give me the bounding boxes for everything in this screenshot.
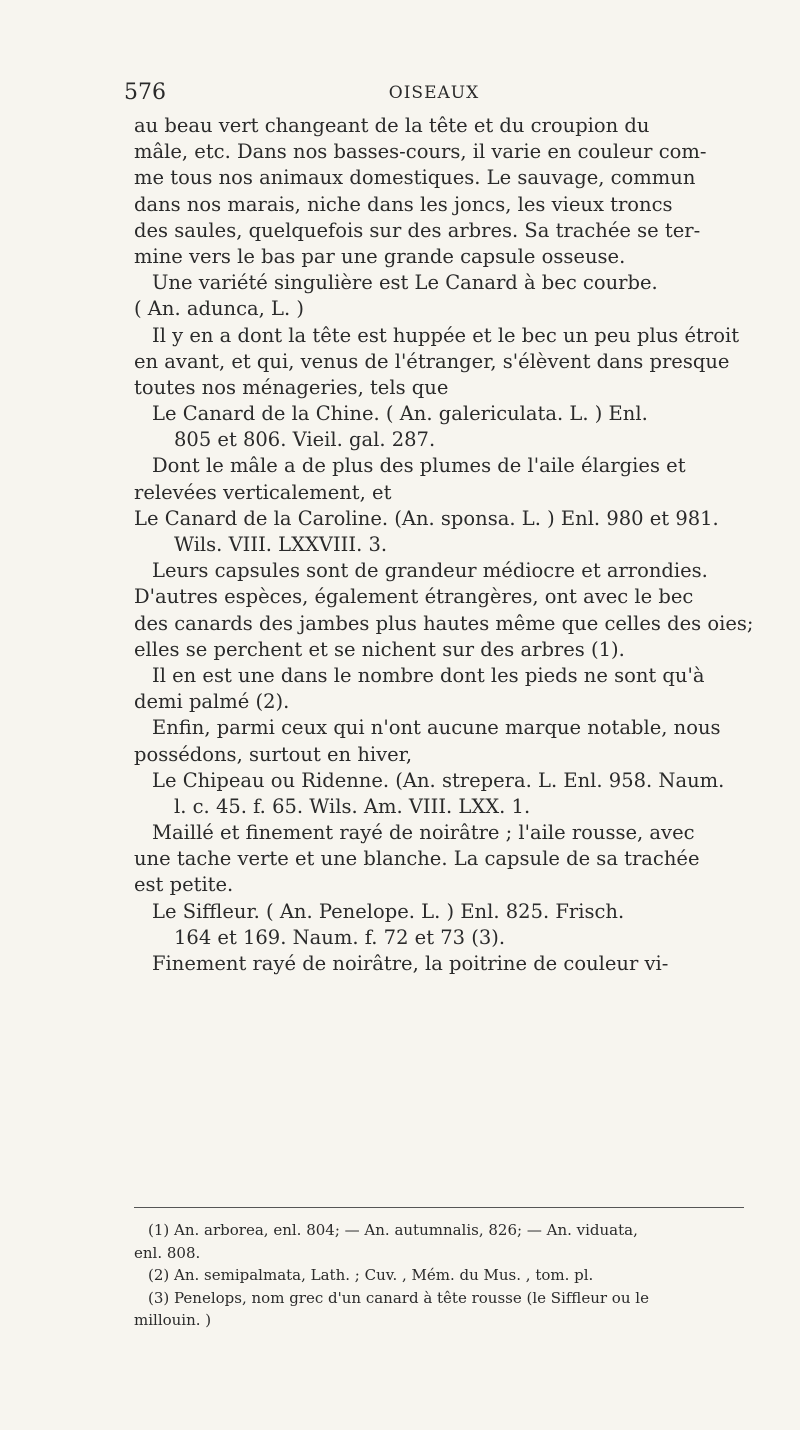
body-line: Enfin, parmi ceux qui n'ont aucune marque notable, nous xyxy=(152,716,721,740)
species-reference: 805 et 806. Vieil. gal. 287. xyxy=(174,428,436,452)
species-entry: Le Canard de la Caroline. (An. sponsa. L. ) Enl. 980 et 981. xyxy=(134,506,719,530)
body-line: Une variété singulière est Le Canard à bec courbe. xyxy=(152,271,658,295)
running-head: OISEAUX xyxy=(388,83,480,103)
body-line: Leurs capsules sont de grandeur médiocre et arrondies. xyxy=(152,559,708,583)
footnote-line: (1) An. arborea, enl. 804; — An. autumnalis, 826; — An. viduata, xyxy=(148,1221,638,1239)
body-line: une tache verte et une blanche. La capsule de sa trachée xyxy=(134,847,700,871)
footnote-divider xyxy=(134,1207,744,1208)
body-line: toutes nos ménageries, tels que xyxy=(134,375,449,399)
body-line: Il y en a dont la tête est huppée et le bec un peu plus étroit xyxy=(152,323,740,347)
body-line: D'autres espèces, également étrangères, ont avec le bec xyxy=(134,585,694,609)
body-line: ( An. adunca, L. ) xyxy=(134,297,304,321)
species-entry: Le Canard de la Chine. ( An. galericulata. L. ) Enl. xyxy=(152,402,648,426)
species-entry: Le Siffleur. ( An. Penelope. L. ) Enl. 825. Frisch. xyxy=(152,899,625,923)
footnote-line: (3) Penelops, nom grec d'un canard à tête rousse (le Siffleur ou le xyxy=(148,1288,649,1307)
body-line: au beau vert changeant de la tête et du croupion du xyxy=(134,114,650,137)
footnote-line: millouin. ) xyxy=(134,1311,212,1329)
body-line: Finement rayé de noirâtre, la poitrine de couleur vi- xyxy=(152,952,669,975)
footnote-line: enl. 808. xyxy=(134,1243,201,1262)
body-line: Il en est une dans le nombre dont les pieds ne sont qu'à xyxy=(152,663,705,687)
body-line: Dont le mâle a de plus des plumes de l'aile élargies et xyxy=(152,454,686,478)
body-line: relevées verticalement, et xyxy=(134,480,392,504)
footnotes xyxy=(134,1219,744,1332)
page-header xyxy=(124,80,744,110)
body-line: des saules, quelquefois sur des arbres. Sa trachée se ter- xyxy=(134,218,701,242)
body-line: en avant, et qui, venus de l'étranger, s'élèvent dans presque xyxy=(134,349,730,373)
body-line: Maillé et finement rayé de noirâtre ; l'aile rousse, avec xyxy=(152,821,695,845)
body-line: possédons, surtout en hiver, xyxy=(134,742,413,766)
body-line: est petite. xyxy=(134,873,234,897)
species-reference: Wils. VIII. LXXVIII. 3. xyxy=(174,533,388,556)
species-entry: Le Chipeau ou Ridenne. (An. strepera. L. Enl. 958. Naum. xyxy=(152,768,725,792)
body-line: des canards des jambes plus hautes même que celles des oies; xyxy=(134,611,754,635)
body-line: me tous nos animaux domestiques. Le sauvage, commun xyxy=(134,166,696,190)
body-line: mine vers le bas par une grande capsule osseuse. xyxy=(134,244,626,268)
species-reference: 164 et 169. Naum. f. 72 et 73 (3). xyxy=(174,925,506,949)
page-number: 576 xyxy=(124,80,166,105)
body-line: demi palmé (2). xyxy=(134,690,290,714)
species-reference: l. c. 45. f. 65. Wils. Am. VIII. LXX. 1. xyxy=(174,794,531,818)
footnote-line: (2) An. semipalmata, Lath. ; Cuv. , Mém. du Mus. , tom. pl. xyxy=(148,1266,594,1284)
body-line: dans nos marais, niche dans les joncs, les vieux troncs xyxy=(134,192,673,216)
body-line: mâle, etc. Dans nos basses-cours, il varie en couleur com- xyxy=(134,140,707,164)
body-text xyxy=(134,113,754,977)
body-line: elles se perchent et se nichent sur des arbres (1). xyxy=(134,637,625,661)
